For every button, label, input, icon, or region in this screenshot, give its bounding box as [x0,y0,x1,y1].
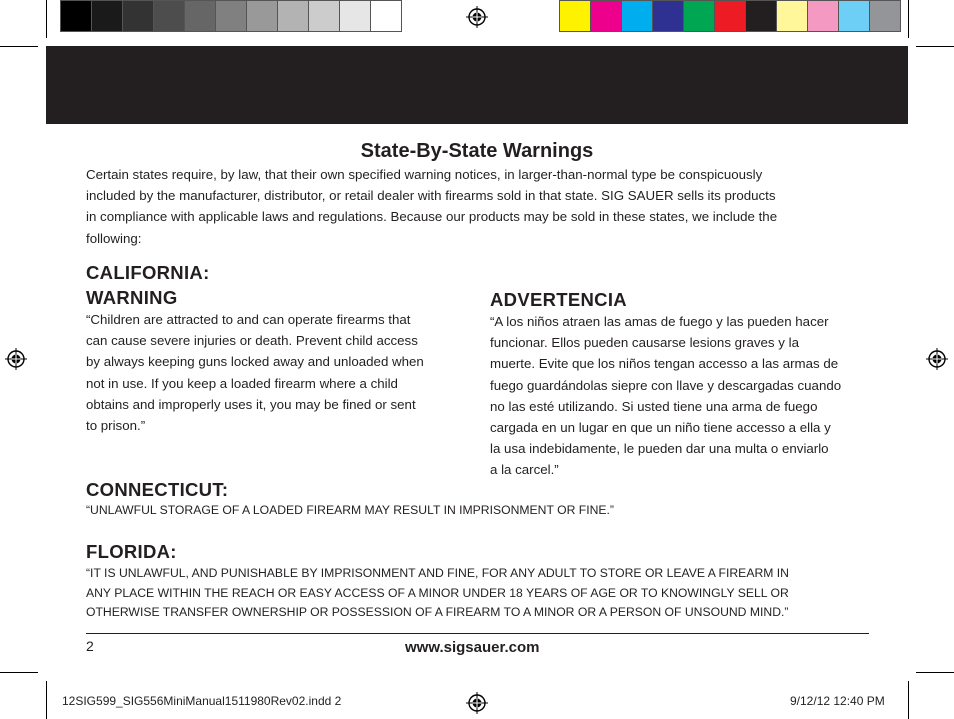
advertencia-line: la usa indebidamente, le pueden dar una multa o enviarlo [490,441,829,457]
california-warning-text [86,309,466,436]
color-swatch [653,1,684,31]
header-banner [46,46,908,124]
crop-mark [908,0,909,38]
gray-swatch-bar [60,0,402,32]
intro-line: Certain states require, by law, that their own specified warning notices, in larger-than-normal type be conspicuously [86,167,763,182]
color-swatch [185,1,216,31]
california-heading: CALIFORNIA: [86,262,210,283]
registration-target-icon [926,348,948,370]
color-swatch [622,1,653,31]
florida-heading: FLORIDA: [86,541,177,562]
intro-line: included by the manufacturer, distributor, or retail dealer with firearms sold in that state. SIG SAUER sells its products [86,188,776,204]
florida-text [86,564,876,623]
page-number: 2 [86,638,94,654]
color-swatch [247,1,278,31]
advertencia-line: “A los niños atraen las amas de fuego y las pueden hacer [490,314,829,329]
crop-mark [46,681,47,719]
intro-paragraph [86,164,886,249]
advertencia-line: funcionar. Ellos pueden causarse lesions graves y la [490,335,799,351]
warning-heading: WARNING [86,287,178,308]
color-swatch [309,1,340,31]
color-swatch [591,1,622,31]
color-swatch [123,1,154,31]
connecticut-heading: CONNECTICUT: [86,479,229,500]
color-swatch [715,1,746,31]
warning-line: obtains and improperly uses it, you may be fined or sent [86,396,416,412]
crop-mark [916,672,954,673]
slug-date: 9/12/12 12:40 PM [790,694,885,708]
advertencia-line: no las esté utilizando. Si usted tiene una arma de fuego [490,398,818,414]
registration-target-icon [466,6,488,28]
slug-filename: 12SIG599_SIG556MiniManual1511980Rev02.indd 2 [62,694,342,708]
florida-line: OTHERWISE TRANSFER OWNERSHIP OR POSSESSION OF A FIREARM TO A MINOR OR A PERSON OF UNSOUND MIND.” [86,605,789,619]
warning-line: to prison.” [86,418,146,434]
color-swatch [746,1,777,31]
footer-rule [86,633,869,634]
color-swatch [340,1,371,31]
page-title: State-By-State Warnings [360,140,594,162]
crop-mark [908,681,909,719]
connecticut-text: “UNLAWFUL STORAGE OF A LOADED FIREARM MAY RESULT IN IMPRISONMENT OR FINE.” [86,503,614,517]
color-swatch [216,1,247,31]
color-swatch [839,1,870,31]
color-swatch [61,1,92,31]
advertencia-line: cargada en un lugar en que un niño tiene accesso a ella y [490,420,831,436]
warning-line: by always keeping guns locked away and unloaded when [86,354,424,370]
color-swatch [154,1,185,31]
registration-target-icon [5,348,27,370]
warning-line: not in use. If you keep a loaded firearm where a child [86,375,398,391]
footer-url: www.sigsauer.com [405,639,540,656]
warning-line: can cause severe injuries or death. Prevent child access [86,333,418,349]
color-swatch [808,1,839,31]
crop-mark [46,0,47,38]
color-swatch [92,1,123,31]
color-swatch [684,1,715,31]
warning-line: “Children are attracted to and can operate firearms that [86,312,411,327]
florida-line: ANY PLACE WITHIN THE REACH OR EASY ACCESS OF A MINOR UNDER 18 YEARS OF AGE OR TO KNOWINGLY SELL OR [86,585,789,600]
color-swatch [870,1,900,31]
advertencia-line: a la carcel.” [490,462,559,478]
color-swatch-bar [559,0,901,32]
color-swatch [278,1,309,31]
advertencia-line: fuego guardándolas siepre con llave y descargadas cuando [490,377,842,393]
intro-line: following: [86,230,142,246]
advertencia-heading: ADVERTENCIA [490,289,627,310]
color-swatch [777,1,808,31]
crop-mark [0,672,38,673]
california-advertencia-text [490,311,890,481]
color-swatch [371,1,401,31]
registration-target-icon [466,692,488,714]
florida-line: “IT IS UNLAWFUL, AND PUNISHABLE BY IMPRISONMENT AND FINE, FOR ANY ADULT TO STORE OR LEAVE A FIREARM IN [86,566,789,580]
crop-mark [916,46,954,47]
advertencia-line: muerte. Evite que los niños tengan accesso a las armas de [490,356,839,372]
color-swatch [560,1,591,31]
crop-mark [0,46,38,47]
intro-line: in compliance with applicable laws and regulations. Because our products may be sold in these states, we include the [86,209,778,225]
